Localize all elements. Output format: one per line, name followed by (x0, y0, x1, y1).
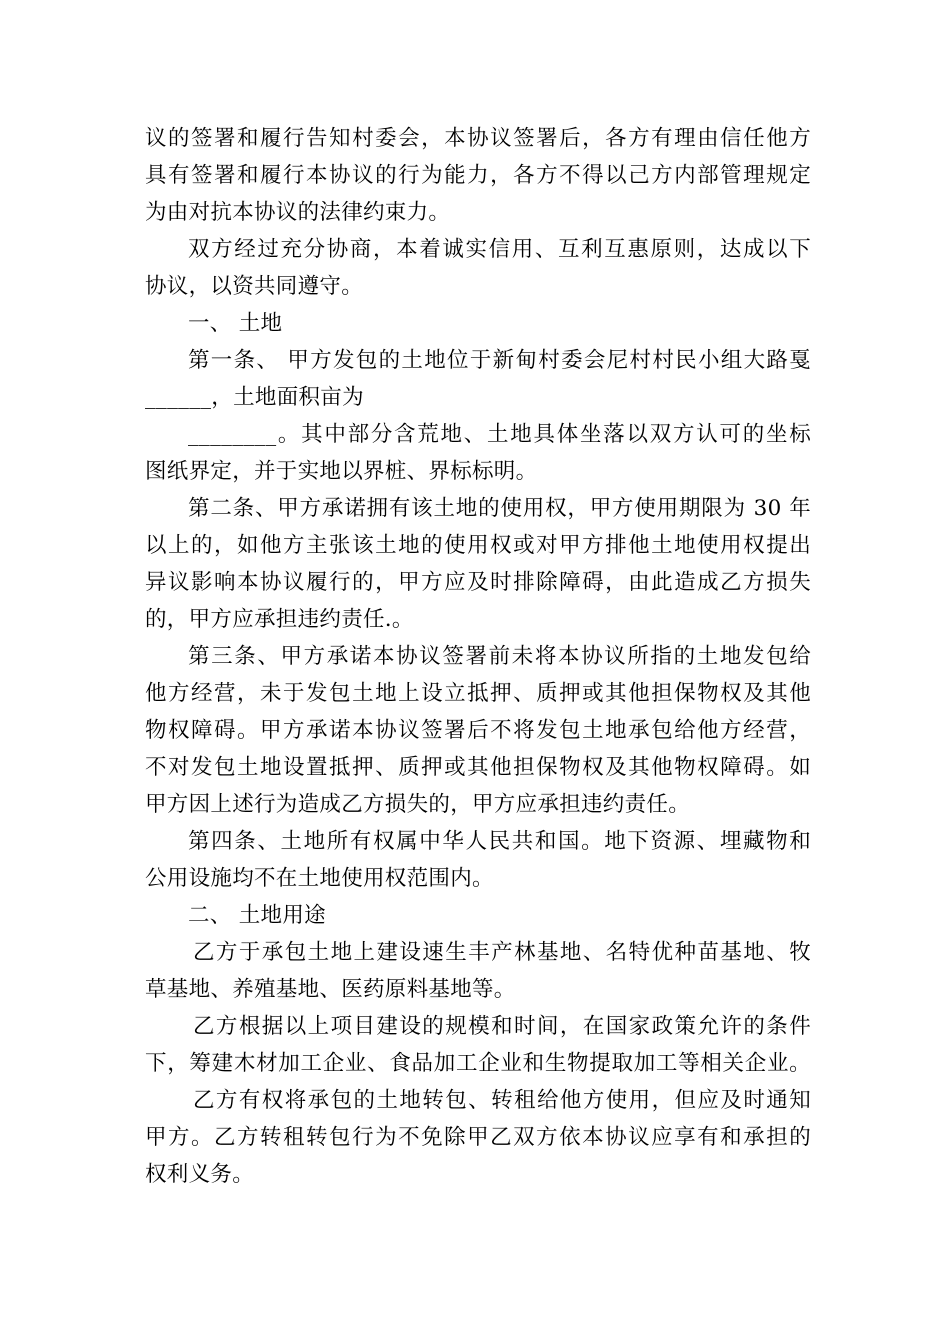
text-line: 物权障碍。甲方承诺本协议签署后不将发包土地承包给他方经营， (145, 718, 811, 743)
text-line: 甲方。乙方转租转包行为不免除甲乙双方依本协议应享有和承担的 (145, 1125, 811, 1150)
text-line: 甲方因上述行为造成乙方损失的，甲方应承担违约责任。 (145, 792, 691, 817)
text-line: 乙方有权将承包的土地转包、转租给他方使用，但应及时通知 (193, 1088, 811, 1113)
text-line: 议的签署和履行告知村委会，本协议签署后，各方有理由信任他方 (145, 126, 811, 151)
text-line: 乙方根据以上项目建设的规模和时间，在国家政策允许的条件 (193, 1014, 811, 1039)
text-line: 双方经过充分协商，本着诚实信用、互利互惠原则，达成以下 (188, 237, 811, 262)
text-line: 以上的，如他方主张该土地的使用权或对甲方排他土地使用权提出 (145, 533, 811, 558)
text-line: 公用设施均不在土地使用权范围内。 (145, 866, 494, 891)
text-line: ______，土地面积亩为 (145, 385, 364, 410)
text-line: ________。其中部分含荒地、土地具体坐落以双方认可的坐标 (188, 422, 811, 447)
document-body (145, 120, 811, 1193)
text-line: 他方经营，未于发包土地上设立抵押、质押或其他担保物权及其他 (145, 681, 811, 706)
text-line: 乙方于承包土地上建设速生丰产林基地、名特优种苗基地、牧 (193, 940, 811, 965)
text-line: 不对发包土地设置抵押、质押或其他担保物权及其他物权障碍。如 (145, 755, 811, 780)
text-line: 权利义务。 (145, 1162, 255, 1187)
text-line: 协议，以资共同遵守。 (145, 274, 364, 299)
text-line: 二、 土地用途 (188, 903, 326, 928)
text-line: 第一条、 甲方发包的土地位于新甸村委会尼村村民小组大路戛 (188, 348, 811, 373)
text-line: 第四条、土地所有权属中华人民共和国。地下资源、埋藏物和 (188, 829, 811, 854)
text-line: 具有签署和履行本协议的行为能力，各方不得以己方内部管理规定 (145, 163, 811, 188)
text-line: 第三条、甲方承诺本协议签署前未将本协议所指的土地发包给 (188, 644, 811, 669)
text-line: 图纸界定，并于实地以界桩、界标标明。 (145, 459, 538, 484)
text-line: 草基地、养殖基地、医药原料基地等。 (145, 977, 516, 1002)
text-line: 一、 土地 (188, 311, 283, 336)
text-line: 下，筹建木材加工企业、食品加工企业和生物提取加工等相关企业。 (145, 1051, 811, 1076)
text-line: 为由对抗本协议的法律约束力。 (145, 200, 451, 225)
text-line: 的，甲方应承担违约责任.。 (145, 607, 414, 632)
text-line: 第二条、甲方承诺拥有该土地的使用权，甲方使用期限为 30 年 (188, 496, 811, 521)
text-line: 异议影响本协议履行的，甲方应及时排除障碍，由此造成乙方损失 (145, 570, 811, 595)
